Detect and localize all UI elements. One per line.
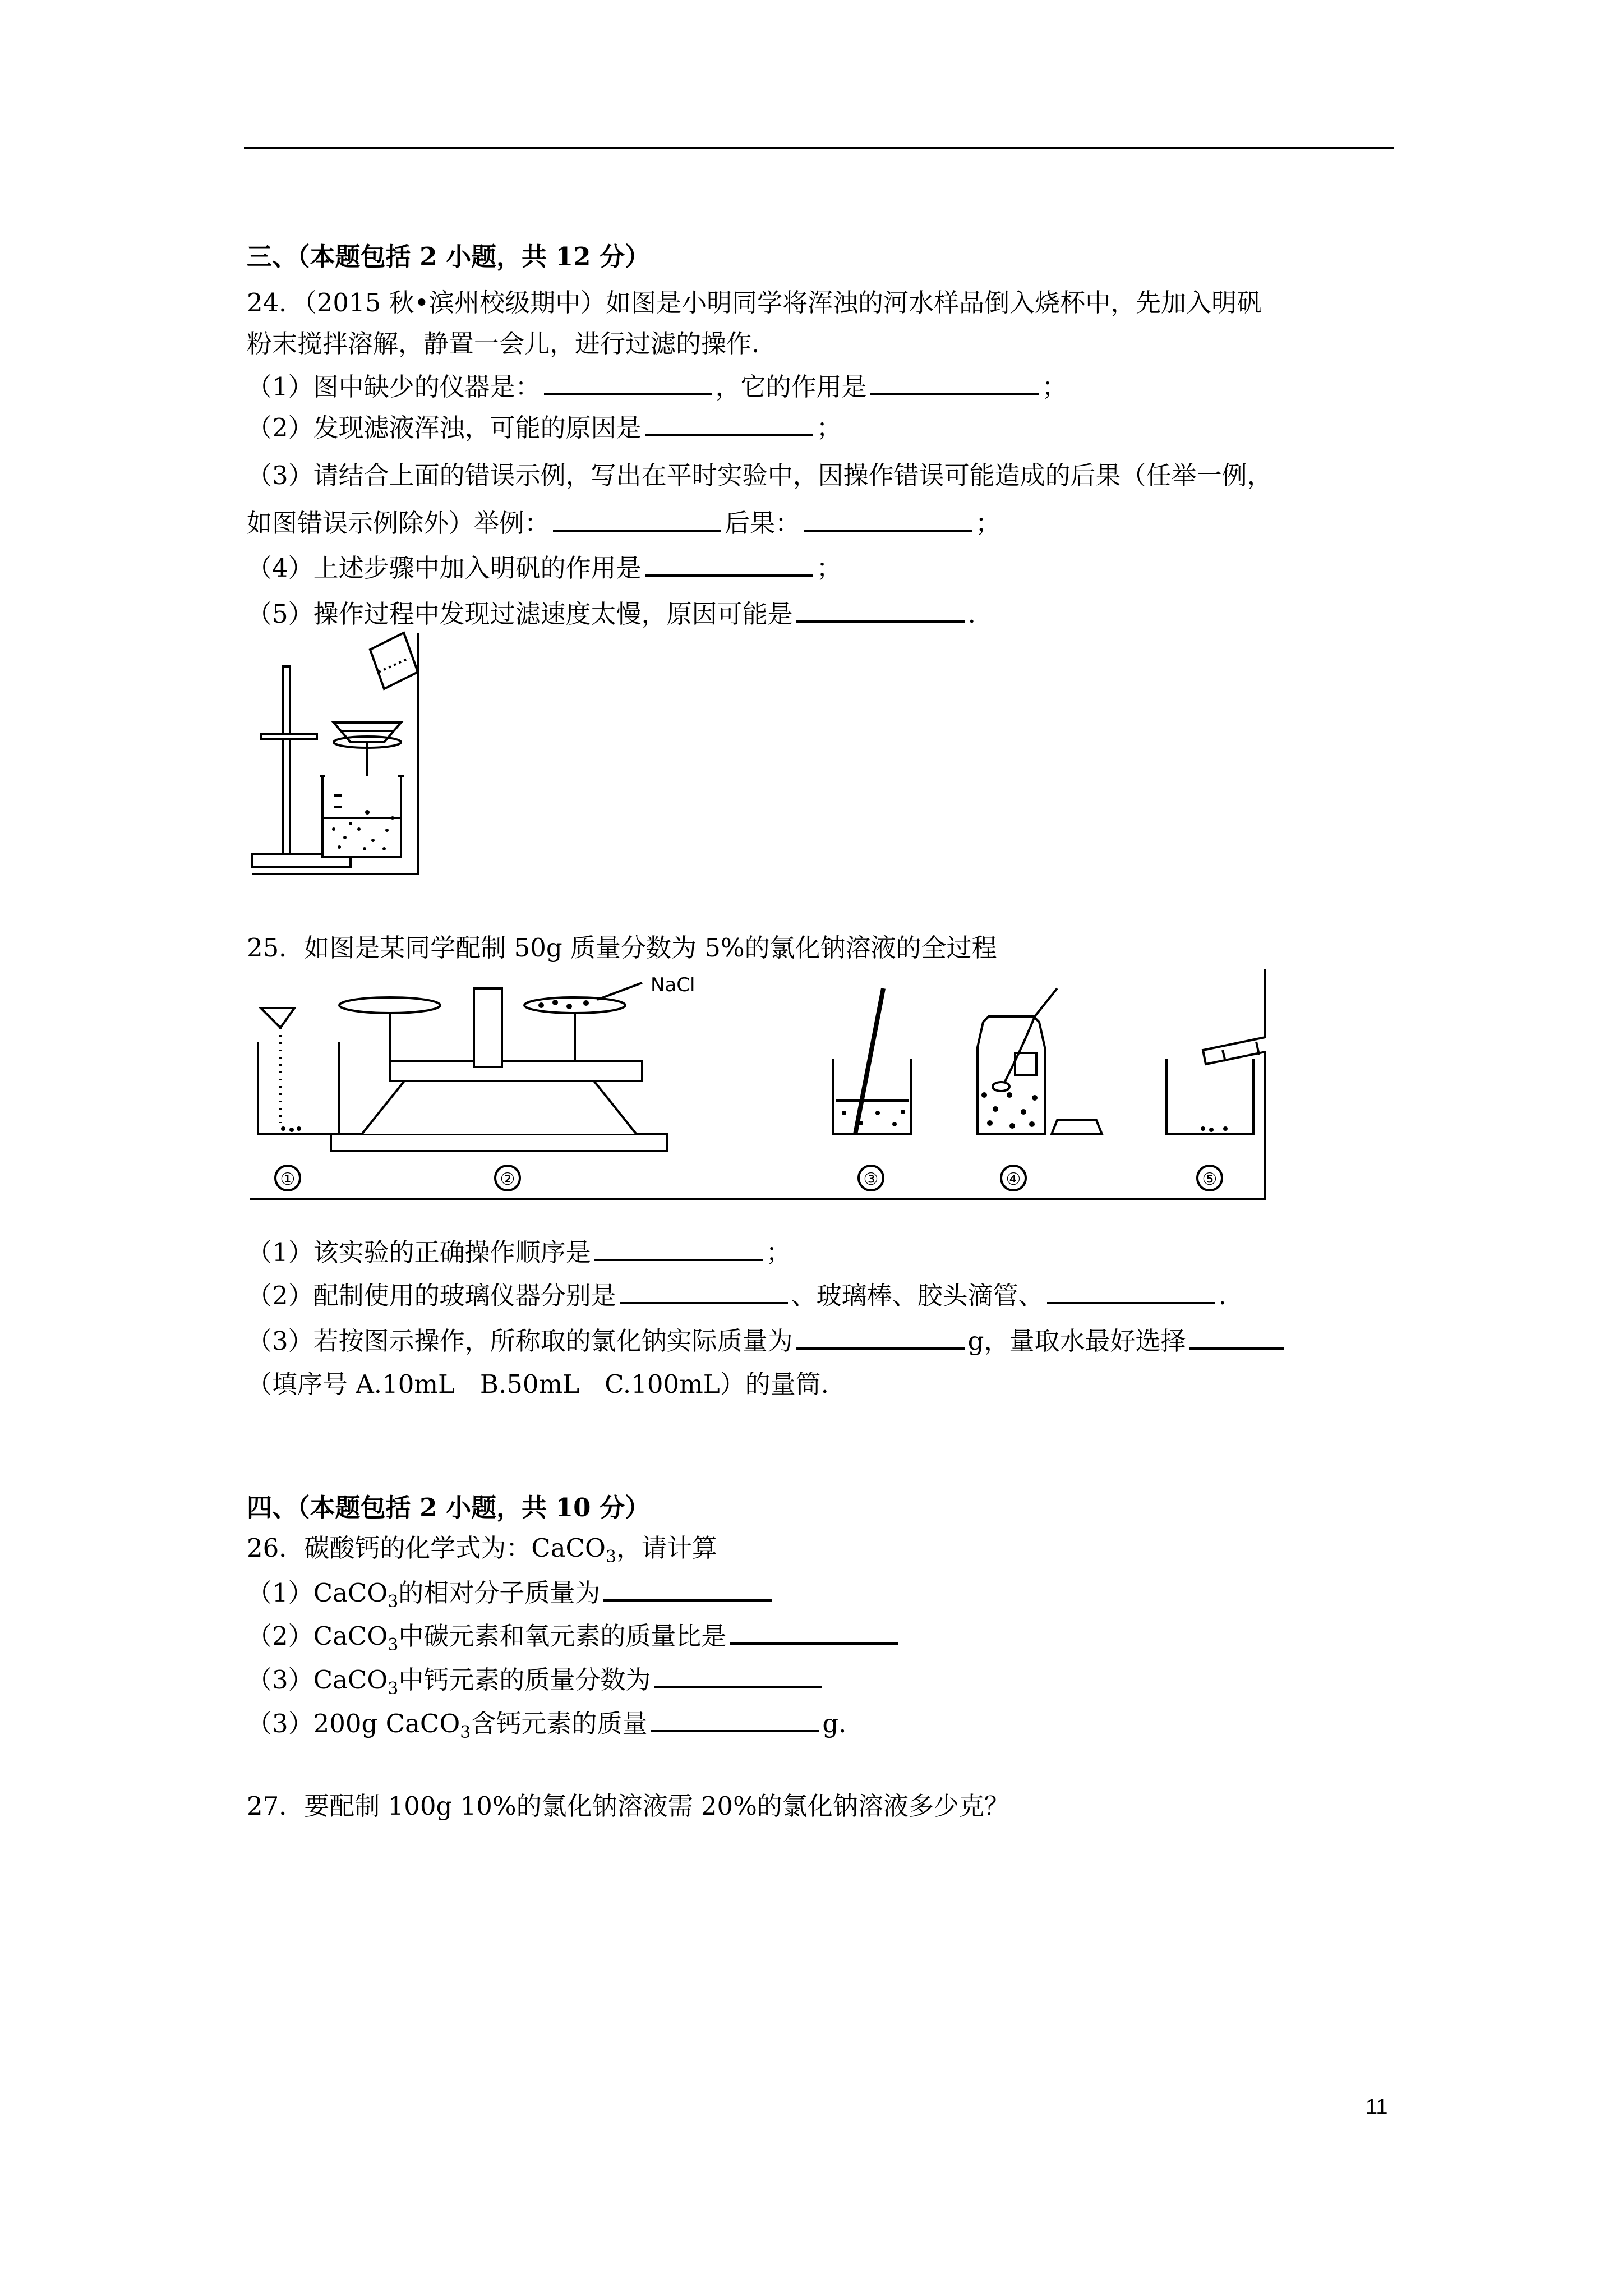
figure-label-2: ② [500,1170,515,1189]
q25-intro: 25．如图是某同学配制 50g 质量分数为 5%的氯化钠溶液的全过程 [247,933,997,963]
q25-part2 [247,1276,1227,1313]
q24-p3-text: 如图错误示例除外）举例： [247,508,550,538]
q24-part4 [247,549,842,585]
q25-part3 [247,1322,1288,1358]
q26-p1-num: （1） [247,1578,313,1608]
figure-label-4: ④ [1006,1170,1021,1189]
section3-title: 三、（本题包括 2 小题，共 12 分） [247,242,651,272]
q24-part3-line1: （3）请结合上面的错误示例，写出在平时实验中，因操作错误可能造成的后果（任举一例， [247,461,1272,490]
answer-blank[interactable] [730,1617,898,1645]
q26-p3-num: （3） [247,1665,313,1695]
formula-subscript: 3 [388,1679,399,1699]
answer-blank[interactable] [603,1573,772,1602]
q25-p3-text2: g，量取水最好选择 [967,1326,1186,1356]
nacl-solution-figure [250,966,1266,1202]
figure-label-5: ⑤ [1202,1170,1218,1189]
q24-part3-line2 [247,504,1000,540]
q25-p1-text: （1）该实验的正确操作顺序是 [247,1237,591,1267]
answer-blank[interactable] [620,1276,788,1304]
q26-p3-text: 中钙元素的质量分数为 [398,1665,651,1695]
q25-p3-text: （3）若按图示操作，所称取的氯化钠实际质量为 [247,1326,793,1356]
q26-intro [247,1531,717,1574]
answer-blank[interactable] [651,1704,819,1732]
nacl-label: NaCl [651,974,695,996]
answer-blank[interactable] [804,504,972,532]
formula: CaCO [313,1578,388,1608]
header-rule [244,147,1394,149]
answer-blank[interactable] [544,367,712,395]
formula-subscript: 3 [460,1723,471,1742]
q24-p1-text2: ，它的作用是 [715,372,867,402]
section4-title: 四、（本题包括 2 小题，共 10 分） [247,1493,651,1522]
q25-part3-line2: （填序号 A.10mL B.50mL C.100mL）的量筒. [247,1369,829,1399]
q24-p1-end: ； [1041,372,1067,402]
answer-blank[interactable] [796,1322,965,1350]
q26-intro-text: 26．碳酸钙的化学式为：CaCO [247,1533,606,1563]
q25-part1 [247,1233,791,1269]
q25-p2-text: （2）配制使用的玻璃仪器分别是 [247,1281,616,1310]
formula-subscript: 3 [605,1547,616,1567]
figure-label-1: ① [280,1170,296,1189]
q24-p2-text: （2）发现滤液浑浊，可能的原因是 [247,413,642,443]
formula: CaCO [385,1709,460,1738]
filtration-figure [250,627,428,882]
answer-blank[interactable] [654,1660,822,1688]
formula: CaCO [313,1665,388,1695]
q26-part3 [247,1660,826,1706]
q24-p3-text2: 后果： [725,508,801,538]
q24-p2-end: ； [816,413,842,443]
q24-part1 [247,367,1067,404]
answer-blank[interactable] [594,1233,763,1261]
q26-part1 [247,1573,775,1619]
q24-p4-text: （4）上述步骤中加入明矾的作用是 [247,553,642,583]
q24-line1: 24．（2015 秋•滨州校级期中）如图是小明同学将浑浊的河水样品倒入烧杯中，先加入明矾 [247,288,1262,318]
q27: 27．要配制 100g 10%的氯化钠溶液需 20%的氯化钠溶液多少克？ [247,1791,1009,1821]
q24-p3-end: ； [975,508,1001,538]
answer-blank[interactable] [796,595,965,623]
answer-blank[interactable] [1189,1322,1284,1350]
formula: CaCO [313,1621,388,1651]
answer-blank[interactable] [1047,1276,1215,1304]
q26-p4-text: 含钙元素的质量 [471,1709,648,1738]
q26-p4-num: （3）200g [247,1709,386,1738]
q24-p1-text: （1）图中缺少的仪器是： [247,372,541,402]
figure-label-3: ③ [863,1170,879,1189]
q24-part2 [247,408,842,445]
q24-p5-text: （5）操作过程中发现过滤速度太慢，原因可能是 [247,599,793,629]
q26-p4-end: g. [822,1709,847,1738]
q26-p2-text: 中碳元素和氧元素的质量比是 [398,1621,727,1651]
q24-part5 [247,595,976,631]
page-number: 11 [1366,2095,1388,2119]
q26-p2-num: （2） [247,1621,313,1651]
answer-blank[interactable] [870,367,1039,395]
q25-p1-end: ； [766,1237,791,1267]
formula-subscript: 3 [388,1592,399,1612]
answer-blank[interactable] [553,504,721,532]
q26-intro-end: ，请计算 [616,1533,717,1563]
q24-line2: 粉末搅拌溶解，静置一会儿，进行过滤的操作. [247,329,760,358]
answer-blank[interactable] [645,549,813,577]
q24-p4-end: ； [816,553,842,583]
q26-part2 [247,1617,901,1662]
formula-subscript: 3 [388,1635,399,1655]
q24-p5-end: . [967,599,976,629]
q26-p1-text: 的相对分子质量为 [398,1578,601,1608]
q25-p2-text2: 、玻璃棒、胶头滴管、 [791,1281,1044,1310]
q25-p2-end: . [1218,1281,1227,1310]
q26-part4 [247,1704,846,1750]
answer-blank[interactable] [645,408,813,436]
